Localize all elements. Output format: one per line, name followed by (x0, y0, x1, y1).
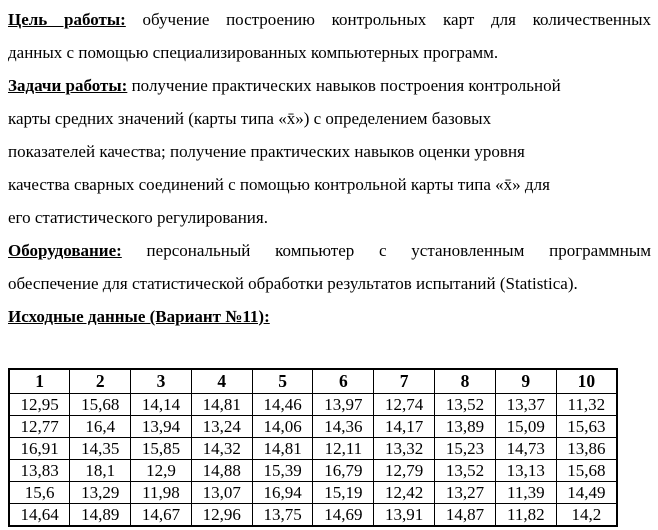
goal-label: Цель работы: (8, 10, 126, 29)
table-cell: 12,77 (9, 416, 70, 438)
tasks-label: Задачи работы: (8, 76, 128, 95)
table-cell: 15,09 (495, 416, 556, 438)
table-row (9, 504, 617, 527)
doc-line-text: обучение построению контрольных карт для количественных (125, 10, 651, 29)
table-cell: 12,11 (313, 438, 374, 460)
table-cell: 13,91 (374, 504, 435, 527)
doc-line (8, 267, 651, 300)
doc-line (8, 36, 651, 69)
doc-line (8, 168, 651, 201)
table-cell: 11,39 (495, 482, 556, 504)
table-cell: 14,2 (556, 504, 617, 527)
table-cell: 14,67 (131, 504, 192, 527)
table-cell: 15,68 (556, 460, 617, 482)
data-table (8, 368, 618, 527)
table-cell: 12,42 (374, 482, 435, 504)
table-cell: 11,98 (131, 482, 192, 504)
table-cell: 15,23 (435, 438, 496, 460)
doc-line (8, 69, 651, 102)
table-cell: 15,68 (70, 394, 131, 416)
table-header-cell: 6 (313, 369, 374, 394)
table-header-cell: 5 (252, 369, 313, 394)
table-cell: 14,35 (70, 438, 131, 460)
table-header-cell: 10 (556, 369, 617, 394)
table-cell: 14,06 (252, 416, 313, 438)
doc-line-text: персональный компьютер с установленным программным (121, 241, 651, 260)
table-header-cell: 9 (495, 369, 556, 394)
doc-line (8, 102, 651, 135)
table-cell: 12,79 (374, 460, 435, 482)
table-cell: 12,95 (9, 394, 70, 416)
table-header-cell: 1 (9, 369, 70, 394)
table-cell: 13,52 (435, 460, 496, 482)
table-row (9, 460, 617, 482)
table-cell: 16,91 (9, 438, 70, 460)
table-cell: 18,1 (70, 460, 131, 482)
table-cell: 12,9 (131, 460, 192, 482)
table-cell: 13,97 (313, 394, 374, 416)
doc-line-text: обеспечение для статистической обработки результатов испытаний (Statistica). (8, 274, 578, 293)
doc-line (8, 3, 651, 36)
table-cell: 15,63 (556, 416, 617, 438)
table-cell: 16,94 (252, 482, 313, 504)
table-cell: 13,13 (495, 460, 556, 482)
doc-line-text: его статистического регулирования. (8, 208, 268, 227)
table-header-cell: 2 (70, 369, 131, 394)
table-cell: 14,46 (252, 394, 313, 416)
table-row (9, 482, 617, 504)
table-cell: 11,32 (556, 394, 617, 416)
table-cell: 16,4 (70, 416, 131, 438)
table-header-cell: 7 (374, 369, 435, 394)
table-cell: 13,27 (435, 482, 496, 504)
table-cell: 14,69 (313, 504, 374, 527)
table-cell: 13,07 (191, 482, 252, 504)
table-cell: 13,86 (556, 438, 617, 460)
table-header-cell: 8 (435, 369, 496, 394)
table-cell: 14,88 (191, 460, 252, 482)
doc-line (8, 300, 651, 333)
table-cell: 12,96 (191, 504, 252, 527)
table-header-row (9, 369, 617, 394)
document-text-block (8, 3, 651, 333)
table-cell: 16,79 (313, 460, 374, 482)
table-cell: 14,17 (374, 416, 435, 438)
doc-line (8, 201, 651, 234)
table-cell: 13,32 (374, 438, 435, 460)
table-cell: 13,37 (495, 394, 556, 416)
table-cell: 13,94 (131, 416, 192, 438)
table-cell: 14,32 (191, 438, 252, 460)
table-cell: 15,85 (131, 438, 192, 460)
table-cell: 13,24 (191, 416, 252, 438)
table-cell: 14,87 (435, 504, 496, 527)
table-cell: 14,64 (9, 504, 70, 527)
table-header-cell: 3 (131, 369, 192, 394)
table-cell: 15,6 (9, 482, 70, 504)
table-cell: 14,89 (70, 504, 131, 527)
table-cell: 13,75 (252, 504, 313, 527)
table-cell: 13,29 (70, 482, 131, 504)
table-cell: 13,89 (435, 416, 496, 438)
equipment-label: Оборудование: (8, 241, 122, 260)
table-cell: 14,81 (252, 438, 313, 460)
table-cell: 14,81 (191, 394, 252, 416)
doc-line-text: данных с помощью специализированных компьютерных программ. (8, 43, 499, 62)
table-row (9, 438, 617, 460)
table-cell: 13,52 (435, 394, 496, 416)
source-data-heading: Исходные данные (Вариант №11): (8, 307, 270, 326)
table-cell: 11,82 (495, 504, 556, 527)
doc-line-text: карты средних значений (карты типа «x̄») с определением базовых (8, 109, 492, 128)
table-cell: 15,39 (252, 460, 313, 482)
doc-line-text: получение практических навыков построения контрольной (127, 76, 561, 95)
doc-line-text: показателей качества; получение практических навыков оценки уровня (8, 142, 525, 161)
doc-line-text: качества сварных соединений с помощью контрольной карты типа «x̄» для (8, 175, 550, 194)
table-row (9, 394, 617, 416)
table-cell: 13,83 (9, 460, 70, 482)
table-cell: 14,73 (495, 438, 556, 460)
table-cell: 12,74 (374, 394, 435, 416)
doc-line (8, 234, 651, 267)
table-cell: 14,36 (313, 416, 374, 438)
table-cell: 15,19 (313, 482, 374, 504)
table-cell: 14,14 (131, 394, 192, 416)
table-header-cell: 4 (191, 369, 252, 394)
table-cell: 14,49 (556, 482, 617, 504)
doc-line (8, 135, 651, 168)
table-row (9, 416, 617, 438)
